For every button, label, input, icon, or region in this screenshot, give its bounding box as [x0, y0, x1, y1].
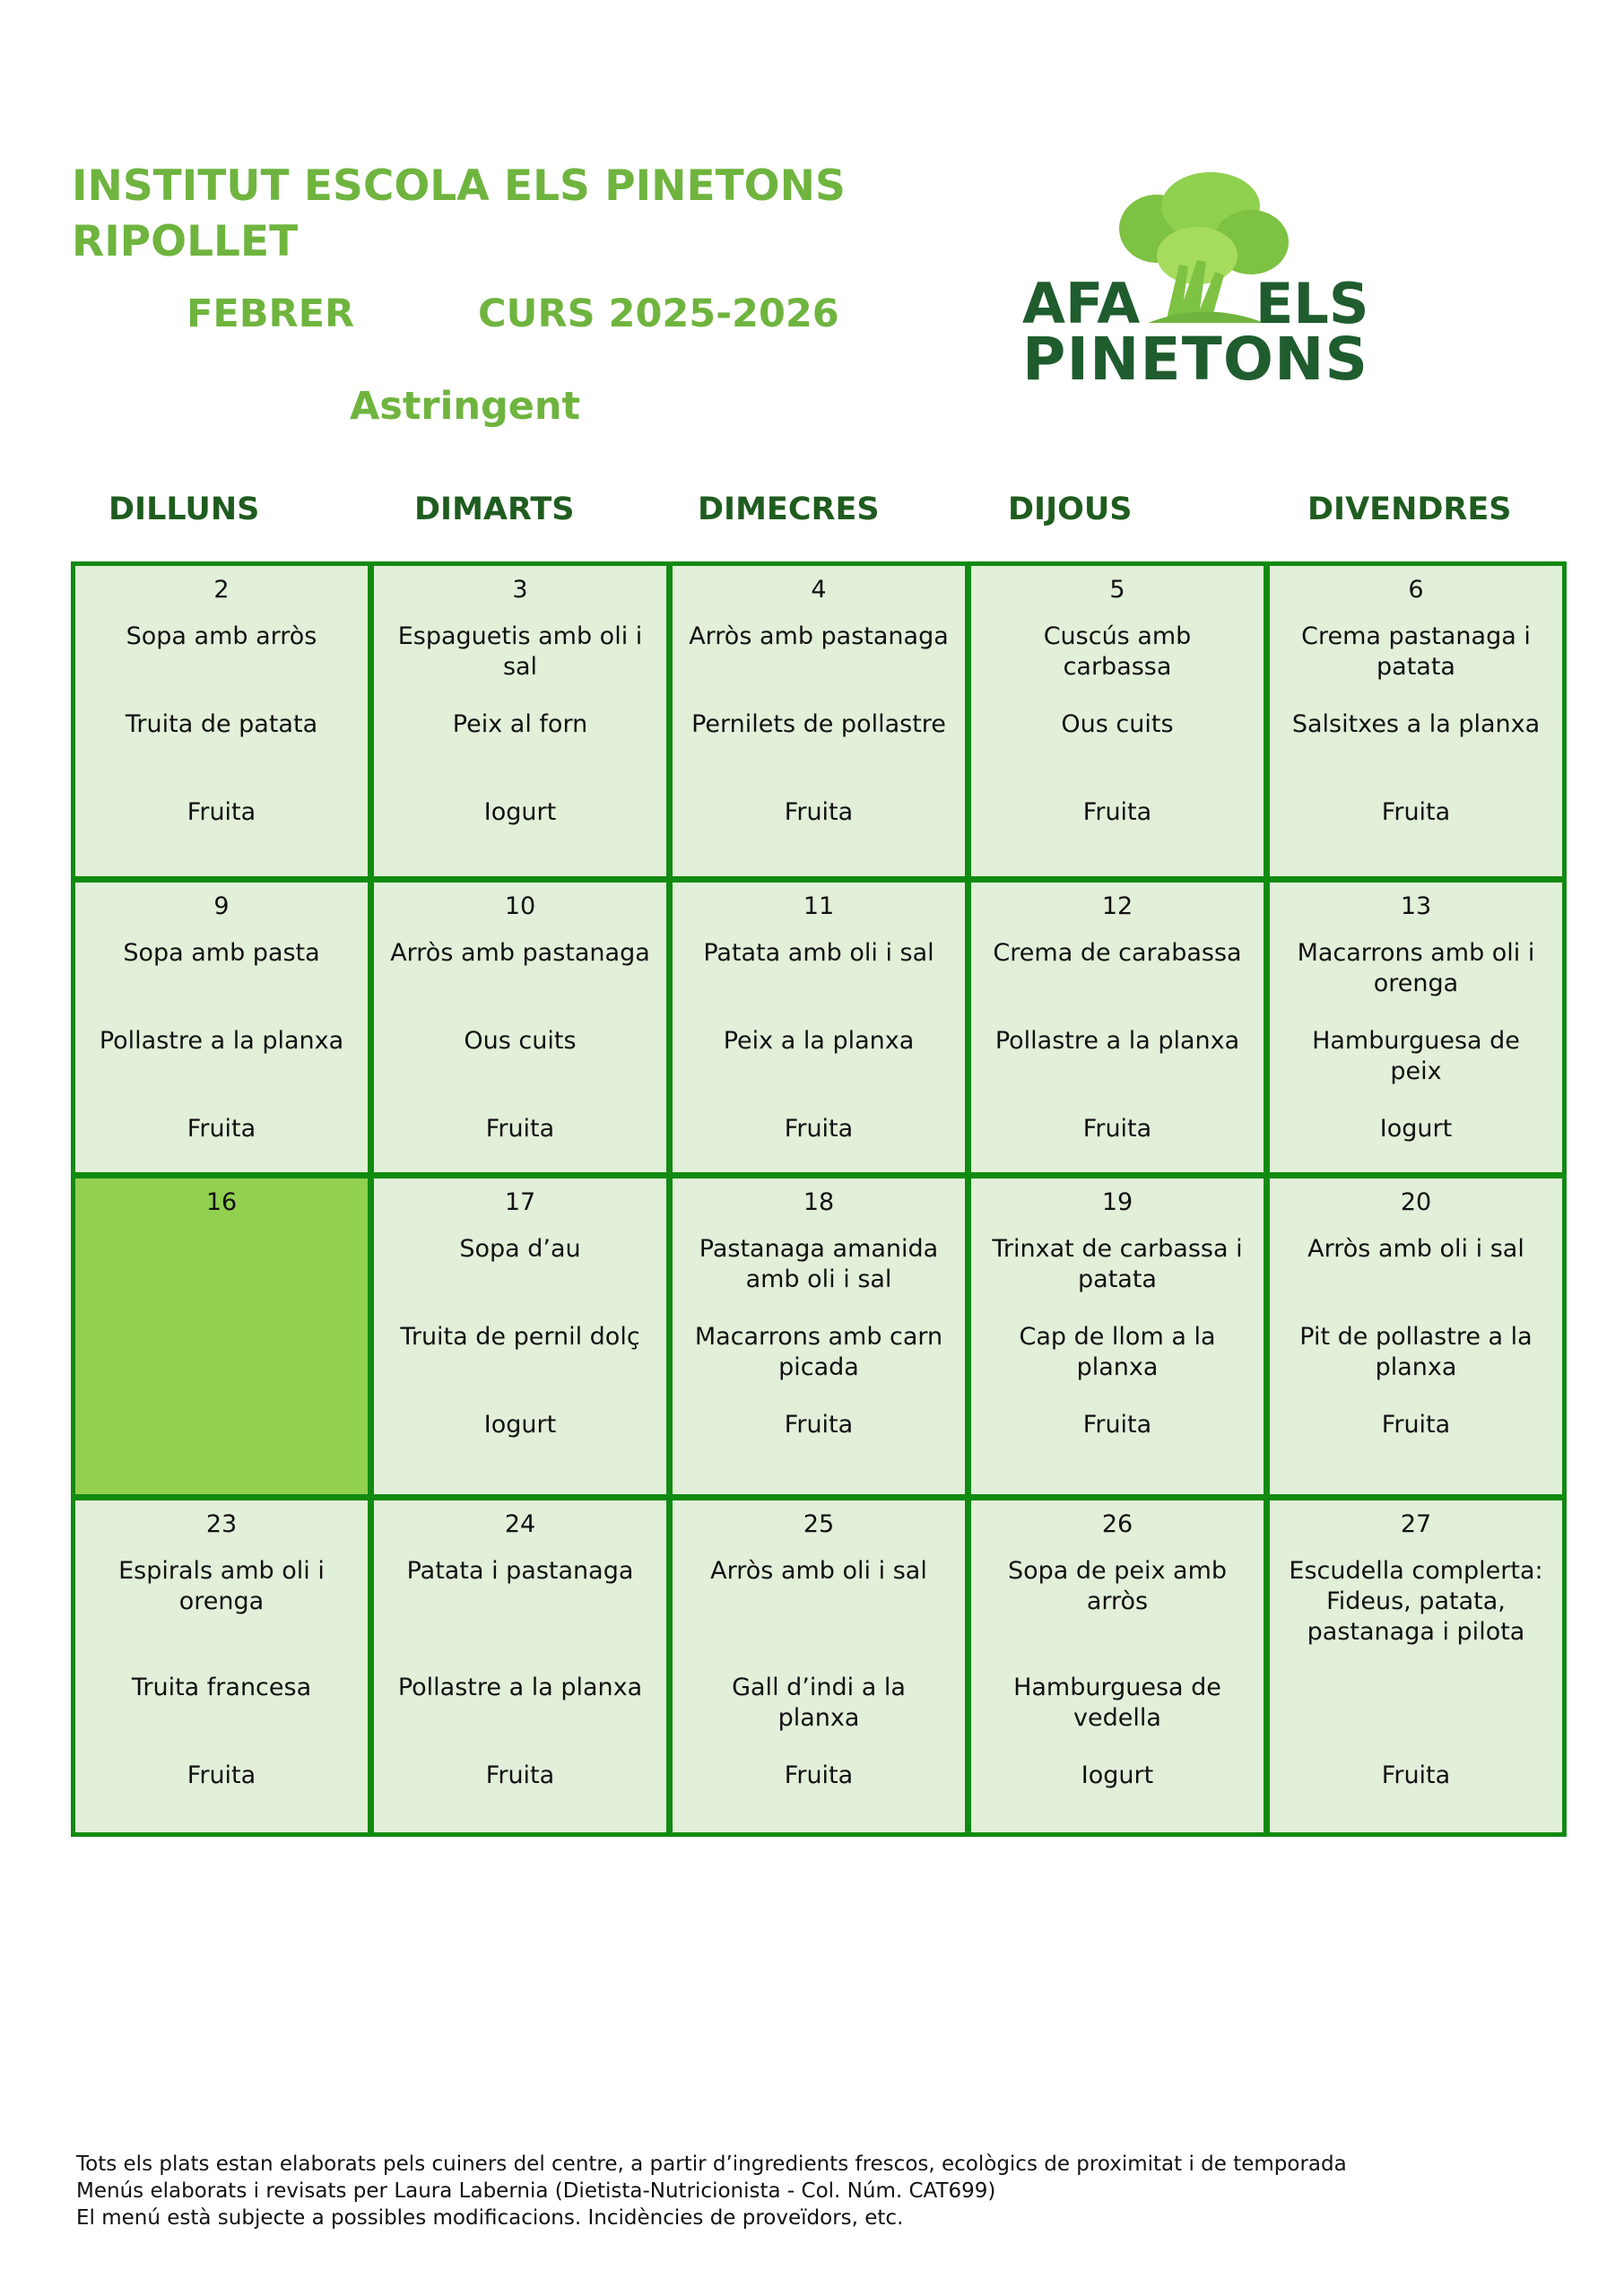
weekday-tuesday: DIMARTS: [414, 491, 575, 527]
first-course: Arròs amb oli i sal: [1307, 1235, 1524, 1263]
weekday-monday: DILLUNS: [109, 491, 260, 527]
first-course: Arròs amb pastanaga: [689, 622, 949, 650]
course-label: CURS 2025-2026: [478, 291, 839, 336]
calendar-day: [971, 1178, 1264, 1494]
day-number: 26: [1101, 1510, 1133, 1538]
second-course: Gall d’indi a la planxa: [732, 1674, 906, 1732]
school-town: RIPOLLET: [72, 217, 299, 266]
first-course: Sopa amb arròs: [126, 622, 317, 650]
day-number: 4: [811, 576, 827, 604]
first-course: Sopa d’au: [459, 1235, 581, 1263]
calendar-day: [673, 566, 965, 876]
first-course: Macarrons amb oli i orenga: [1297, 939, 1535, 997]
day-number: 20: [1400, 1188, 1432, 1216]
calendar-day: [374, 566, 666, 876]
second-course: Truita de pernil dolç: [400, 1323, 640, 1351]
day-number: 18: [803, 1188, 835, 1216]
day-number: 23: [205, 1510, 238, 1538]
dessert: Fruita: [784, 798, 854, 826]
dessert: Iogurt: [1379, 1115, 1453, 1143]
dessert: Fruita: [187, 1115, 256, 1143]
second-course: Ous cuits: [1061, 710, 1174, 738]
second-course: Truita de patata: [125, 710, 318, 738]
calendar-day: [971, 566, 1264, 876]
first-course: Sopa amb pasta: [123, 939, 320, 967]
calendar-day: [75, 566, 368, 876]
dessert: Fruita: [1082, 1115, 1152, 1143]
dessert: Fruita: [1381, 798, 1451, 826]
dessert: Fruita: [1082, 1411, 1152, 1439]
second-course: Truita francesa: [131, 1674, 312, 1701]
calendar-day: [1270, 566, 1562, 876]
dessert: Iogurt: [483, 1411, 557, 1439]
dessert: Fruita: [485, 1115, 555, 1143]
first-course: Escudella complerta: Fideus, patata, pastanaga i pilota: [1289, 1557, 1543, 1646]
afa-logo: [1022, 166, 1381, 404]
day-number: 9: [213, 892, 230, 920]
weekday-wednesday: DIMECRES: [698, 491, 880, 527]
first-course: Pastanaga amanida amb oli i sal: [699, 1235, 939, 1293]
dessert: Fruita: [485, 1761, 555, 1789]
day-number: 3: [512, 576, 528, 604]
second-course: Pollastre a la planxa: [99, 1027, 344, 1055]
second-course: Hamburguesa de peix: [1312, 1027, 1520, 1085]
calendar-day-holiday: [75, 1178, 368, 1494]
diet-label: Astringent: [350, 384, 581, 429]
second-course: Macarrons amb carn picada: [694, 1323, 943, 1381]
dessert: Fruita: [1082, 798, 1152, 826]
day-number: 17: [504, 1188, 536, 1216]
day-number: 5: [1109, 576, 1125, 604]
footer-line: El menú està subjecte a possibles modificacions. Incidències de proveïdors, etc.: [76, 2206, 904, 2230]
day-number: 11: [803, 892, 835, 920]
first-course: Espirals amb oli i orenga: [118, 1557, 325, 1615]
day-number: 25: [803, 1510, 835, 1538]
footer-line: Tots els plats estan elaborats pels cuiners del centre, a partir d’ingredients frescos, ecològics de proximitat i de temporada: [76, 2152, 1347, 2176]
second-course: Hamburguesa de vedella: [1013, 1674, 1221, 1732]
dessert: Fruita: [784, 1761, 854, 1789]
second-course: Pernilets de pollastre: [691, 710, 946, 738]
second-course: Salsitxes a la planxa: [1291, 710, 1541, 738]
dessert: Fruita: [1381, 1411, 1451, 1439]
first-course: Sopa de peix amb arròs: [1007, 1557, 1228, 1615]
dessert: Fruita: [784, 1411, 854, 1439]
calendar-day: [374, 1500, 666, 1832]
dessert: Iogurt: [483, 798, 557, 826]
footer-notes: [76, 2151, 1347, 2231]
day-number: 12: [1101, 892, 1133, 920]
first-course: Crema pastanaga i patata: [1301, 622, 1531, 681]
second-course: Pit de pollastre a la planxa: [1299, 1323, 1533, 1381]
day-number: 6: [1408, 576, 1424, 604]
calendar-day: [374, 883, 666, 1172]
dessert: Fruita: [187, 1761, 256, 1789]
day-number: 27: [1400, 1510, 1432, 1538]
logo-els-text: ELS: [1255, 271, 1369, 336]
calendar-day: [673, 1178, 965, 1494]
second-course: Pollastre a la planxa: [397, 1674, 643, 1701]
calendar-day: [75, 883, 368, 1172]
calendar-day: [75, 1500, 368, 1832]
calendar-day: [1270, 1500, 1562, 1832]
first-course: Trinxat de carbassa i patata: [992, 1235, 1243, 1293]
first-course: Patata i pastanaga: [406, 1557, 634, 1585]
first-course: Espaguetis amb oli i sal: [397, 622, 643, 681]
second-course: Peix a la planxa: [723, 1027, 915, 1055]
menu-calendar-grid: [71, 561, 1567, 1837]
second-course: Pollastre a la planxa: [994, 1027, 1240, 1055]
first-course: Arròs amb pastanaga: [390, 939, 650, 967]
calendar-day: [1270, 1178, 1562, 1494]
logo-pinetons-text: PINETONS: [1022, 325, 1368, 394]
month-label: FEBRER: [187, 291, 355, 336]
first-course: Cuscús amb carbassa: [1043, 622, 1192, 681]
day-number: 19: [1101, 1188, 1133, 1216]
dessert: Iogurt: [1081, 1761, 1154, 1789]
footer-line: Menús elaborats i revisats per Laura Labernia (Dietista-Nutricionista - Col. Núm. CAT699): [76, 2179, 996, 2203]
dessert: Fruita: [784, 1115, 854, 1143]
first-course: Patata amb oli i sal: [703, 939, 934, 967]
day-number: 16: [205, 1188, 238, 1216]
second-course: Cap de llom a la planxa: [1019, 1323, 1216, 1381]
dessert: Fruita: [187, 798, 256, 826]
weekday-friday: DIVENDRES: [1307, 491, 1512, 527]
logo-afa-text: AFA: [1022, 271, 1141, 336]
second-course: Ous cuits: [464, 1027, 577, 1055]
calendar-day: [374, 1178, 666, 1494]
calendar-day: [673, 883, 965, 1172]
calendar-day: [971, 883, 1264, 1172]
day-number: 2: [213, 576, 230, 604]
calendar-day: [971, 1500, 1264, 1832]
day-number: 24: [504, 1510, 536, 1538]
second-course: Peix al forn: [452, 710, 588, 738]
calendar-day: [673, 1500, 965, 1832]
day-number: 13: [1400, 892, 1432, 920]
day-number: 10: [504, 892, 536, 920]
calendar-day: [1270, 883, 1562, 1172]
weekday-thursday: DIJOUS: [1008, 491, 1133, 527]
school-name: INSTITUT ESCOLA ELS PINETONS: [72, 161, 846, 211]
first-course: Crema de carabassa: [993, 939, 1242, 967]
first-course: Arròs amb oli i sal: [710, 1557, 927, 1585]
dessert: Fruita: [1381, 1761, 1451, 1789]
